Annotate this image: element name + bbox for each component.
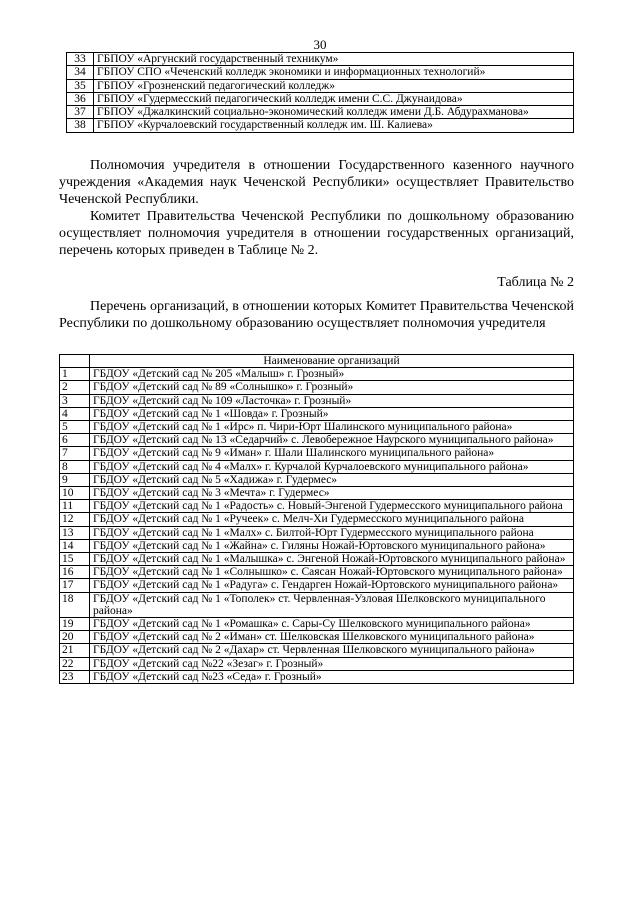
table-row: [60, 368, 574, 381]
row-number: 36: [67, 92, 94, 105]
table-row: [60, 473, 574, 486]
row-number: 8: [60, 460, 90, 473]
table-label: Таблица № 2: [497, 275, 574, 290]
table-row: [60, 460, 574, 473]
table-row: [67, 66, 574, 79]
organizations-table: [59, 354, 574, 684]
organization-name: ГБДОУ «Детский сад № 1 «Радуга» с. Гендарген Ножай-Юртовского муниципального района»: [90, 579, 574, 592]
row-number: 7: [60, 447, 90, 460]
table-row: [60, 579, 574, 592]
row-number: 22: [60, 657, 90, 670]
table-row: [60, 592, 574, 617]
table-row: [67, 79, 574, 92]
organization-name: ГБПОУ «Курчалоевский государственный колледж им. Ш. Калиева»: [94, 119, 574, 132]
table-row: [60, 644, 574, 657]
page-number: 30: [313, 37, 327, 52]
row-number: 3: [60, 394, 90, 407]
row-number: 1: [60, 368, 90, 381]
organization-name: ГБДОУ «Детский сад № 1 «Радость» с. Новый-Энгеной Гудермесского муниципального района: [90, 500, 574, 513]
organization-name: ГБДОУ «Детский сад № 5 «Хадижа» г. Гудермес»: [90, 473, 574, 486]
organization-name: ГБДОУ «Детский сад № 1 «Шовда» г. Грозный»: [90, 407, 574, 420]
table-row: [60, 394, 574, 407]
table-row: [60, 434, 574, 447]
table-caption: Перечень организаций, в отношении которых Комитет Правительства Чеченской Республики по дошкольному образованию осуществляет полномочия учредителя: [59, 299, 574, 331]
organization-name: ГБПОУ «Джалкинский социально-экономический колледж имени Д.Б. Абдурахманова»: [94, 106, 574, 119]
organization-name: ГБПОУ «Гудермесский педагогический колледж имени С.С. Джунаидова»: [94, 92, 574, 105]
organization-name: ГБДОУ «Детский сад № 9 «Иман» г. Шали Шалинского муниципального района»: [90, 447, 574, 460]
table-row: [60, 421, 574, 434]
organization-name: ГБДОУ «Детский сад № 3 «Мечта» г. Гудермес»: [90, 487, 574, 500]
organization-name: ГБДОУ «Детский сад №22 «Зезаг» г. Грозный»: [90, 657, 574, 670]
row-number: 16: [60, 566, 90, 579]
row-number: 10: [60, 487, 90, 500]
table-row: [60, 513, 574, 526]
organization-name: ГБДОУ «Детский сад № 89 «Солнышко» г. Грозный»: [90, 381, 574, 394]
row-number: 37: [67, 106, 94, 119]
organization-name: ГБПОУ «Аргунский государственный техникум»: [94, 53, 574, 66]
organization-name: ГБДОУ «Детский сад № 1 «Ручеек» с. Мелч-Хи Гудермесского муниципального района: [90, 513, 574, 526]
organization-name: ГБДОУ «Детский сад № 1 «Ромашка» с. Сары-Су Шелковского муниципального района»: [90, 618, 574, 631]
row-number: 19: [60, 618, 90, 631]
row-number: 15: [60, 553, 90, 566]
organization-name: ГБДОУ «Детский сад № 2 «Иман» ст. Шелковская Шелковского муниципального района»: [90, 631, 574, 644]
row-number: 21: [60, 644, 90, 657]
row-number: 38: [67, 119, 94, 132]
top-table: [66, 52, 574, 133]
organization-name: ГБДОУ «Детский сад № 13 «Седарчий» с. Левобережное Наурского муниципального района»: [90, 434, 574, 447]
organization-name: ГБДОУ «Детский сад № 1 «Малх» с. Билтой-Юрт Гудермесского муниципального района: [90, 526, 574, 539]
table-row: [60, 526, 574, 539]
top-table-body: [67, 53, 574, 133]
row-number: 11: [60, 500, 90, 513]
row-number: 18: [60, 592, 90, 617]
table-row: [60, 487, 574, 500]
table-row: [60, 407, 574, 420]
organization-name: ГБПОУ СПО «Чеченский колледж экономики и информационных технологий»: [94, 66, 574, 79]
row-number: 9: [60, 473, 90, 486]
organization-name: ГБДОУ «Детский сад № 109 «Ласточка» г. Грозный»: [90, 394, 574, 407]
row-number: 33: [67, 53, 94, 66]
row-number: 4: [60, 407, 90, 420]
header-num-cell: [60, 355, 90, 368]
row-number: 23: [60, 670, 90, 683]
table-row: [67, 119, 574, 132]
table-row: [60, 553, 574, 566]
table-row: [60, 500, 574, 513]
row-number: 2: [60, 381, 90, 394]
organization-name: ГБПОУ «Грозненский педагогический колледж»: [94, 79, 574, 92]
header-name-cell: Наименование организаций: [90, 355, 574, 368]
organization-name: ГБДОУ «Детский сад № 1 «Солнышко» с. Саясан Ножай-Юртовского муниципального района»: [90, 566, 574, 579]
organization-name: ГБДОУ «Детский сад № 1 «Ирс» п. Чири-Юрт Шалинского муниципального района»: [90, 421, 574, 434]
row-number: 12: [60, 513, 90, 526]
row-number: 13: [60, 526, 90, 539]
row-number: 14: [60, 539, 90, 552]
organization-name: ГБДОУ «Детский сад №23 «Седа» г. Грозный»: [90, 670, 574, 683]
table-row: [60, 657, 574, 670]
organization-name: ГБДОУ «Детский сад № 1 «Малышка» с. Энгеной Ножай-Юртовского муниципального района»: [90, 553, 574, 566]
row-number: 35: [67, 79, 94, 92]
row-number: 20: [60, 631, 90, 644]
row-number: 17: [60, 579, 90, 592]
row-number: 34: [67, 66, 94, 79]
paragraph-academy: Полномочия учредителя в отношении Государственного казенного научного учреждения «Академия наук Чеченской Республики» осуществляет Правительство Чеченской Республики.: [59, 158, 574, 207]
row-number: 5: [60, 421, 90, 434]
organization-name: ГБДОУ «Детский сад № 2 «Дахар» ст. Червленная Шелковского муниципального района»: [90, 644, 574, 657]
table-row: [67, 92, 574, 105]
organization-name: ГБДОУ «Детский сад № 205 «Малыш» г. Грозный»: [90, 368, 574, 381]
table-row: [60, 631, 574, 644]
organization-name: ГБДОУ «Детский сад № 1 «Тополек» ст. Червленная-Узловая Шелковского муниципального района»: [90, 592, 574, 617]
table-row: [60, 539, 574, 552]
table-row: [60, 447, 574, 460]
organization-name: ГБДОУ «Детский сад № 1 «Жайна» с. Гиляны Ножай-Юртовского муниципального района»: [90, 539, 574, 552]
paragraph-committee: Комитет Правительства Чеченской Республики по дошкольному образованию осуществляет полномочия учредителя в отношении государственных организаций, перечень которых приведен в Таблице № 2.: [59, 209, 574, 258]
table-row: [60, 381, 574, 394]
table-row: [67, 53, 574, 66]
table-row: [60, 670, 574, 683]
organization-name: ГБДОУ «Детский сад № 4 «Малх» г. Курчалой Курчалоевского муниципального района»: [90, 460, 574, 473]
table-header-row: [60, 355, 574, 368]
row-number: 6: [60, 434, 90, 447]
table-row: [60, 618, 574, 631]
table-row: [67, 106, 574, 119]
table-row: [60, 566, 574, 579]
organizations-table-body: [60, 368, 574, 684]
